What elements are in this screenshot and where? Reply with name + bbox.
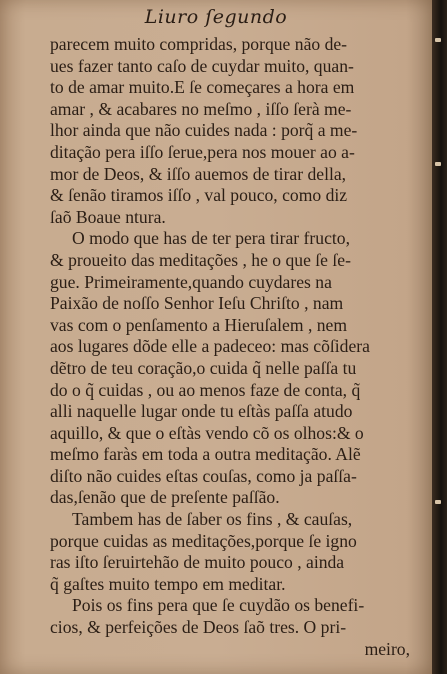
text-line: lhor ainda que não cuides nada : porq̃ a me- [50,120,358,141]
text-line: do o q̃ cuidas , ou ao menos faze de conta, q̃ [50,379,361,400]
running-header: Liuro ſegundo [144,6,288,28]
text-line: dẽtro de teu coração,o cuida q̃ nelle paſſa tu [50,357,357,378]
paragraph-start: Tambem has de ſaber os fins , & cauſas, [72,509,353,530]
text-line: amar , & acabares no meſmo , iſſo ſerà me- [50,98,352,119]
text-line: das,ſenão que de preſente paſſão. [50,487,280,508]
text-line: gue. Primeiramente,quando cuydares na [50,271,332,292]
text-line: ues fazer tanto caſo de cuydar muito, quan- [50,55,354,76]
text-line: diſto não cuides eſtas couſas, como ja paſſa- [50,465,357,486]
text-line: & ſenão tiramos iſſo , val pouco, como diz [50,185,348,206]
text-line: ſaõ Boaue ntura. [50,206,166,227]
text-line: ras iſto ſeruirtehão de muito pouco , ainda [50,552,345,573]
body-text [50,34,416,660]
page-edge-mark [435,500,441,504]
text-line: aquillo, & que o eſtàs vendo cõ os olhos:& o [50,422,364,443]
text-line: parecem muito compridas, porque não de- [50,34,348,54]
text-line: aos lugares dõde elle a padeceo: mas cõſidera [50,336,370,357]
paragraph-start: O modo que has de ter pera tirar fructo, [72,228,350,249]
text-line: ditação pera iſſo ſerue,pera nos mouer ao a- [50,141,355,162]
text-line: to de amar muito.E ſe começares a hora em [50,77,355,98]
catchword: meiro, [364,638,410,659]
text-line: alli naquelle lugar onde tu eſtàs paſſa atudo [50,401,353,422]
page-edge-mark [435,162,441,166]
text-line: Paixão de noſſo Senhor Ieſu Chriſto , nam [50,293,344,314]
text-line: mor de Deos, & iſſo auemos de tirar della, [50,163,347,184]
text-line: & proueito das meditações , he o que ſe ſe- [50,249,351,270]
text-line: meſmo faràs em toda a outra meditação. Alẽ [50,444,361,465]
text-line: q̃ gaſtes muito tempo em meditar. [50,573,286,594]
paragraph-start: Pois os fins pera que ſe cuydão os benefi- [72,595,365,616]
adjacent-page-edge [432,0,447,674]
text-line: cios, & perfeições de Deos ſaõ tres. O pri- [50,617,347,638]
page-edge-mark [435,38,441,42]
text-line: vas com o penſamento a Hieruſalem , nem [50,314,348,335]
text-line: porque cuidas as meditações,porque ſe igno [50,530,357,551]
